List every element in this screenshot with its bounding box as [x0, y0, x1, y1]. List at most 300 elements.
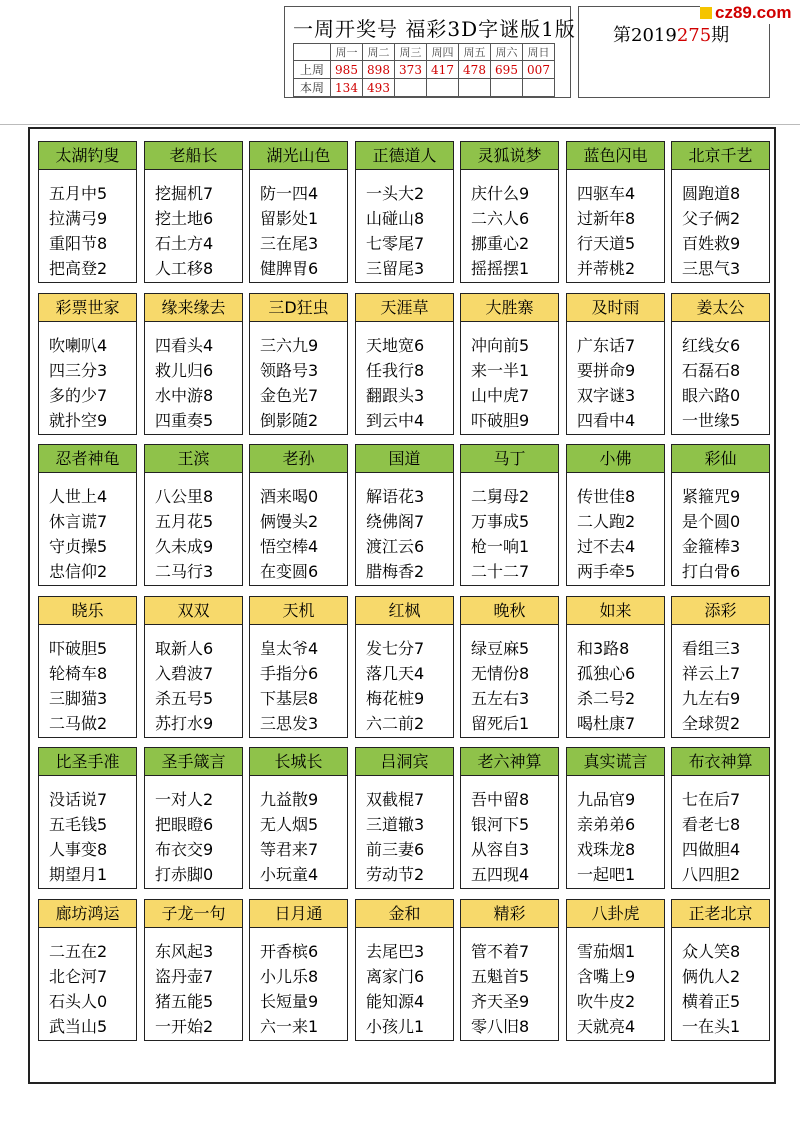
puzzle-line: 父子俩2 — [682, 209, 741, 228]
puzzle-line: 三思气3 — [682, 259, 741, 278]
puzzle-line: 留影处1 — [260, 209, 319, 228]
puzzle-line: 三脚猫3 — [49, 689, 108, 708]
day-header: 周四 — [427, 44, 459, 61]
puzzle-author: 北京千艺 — [672, 142, 769, 170]
puzzle-lines — [461, 473, 558, 584]
puzzle-line: 小孩儿1 — [366, 1017, 425, 1036]
draw-number: 007 — [523, 61, 555, 79]
puzzle-line: 五四现4 — [471, 865, 530, 884]
puzzle-author: 天机 — [250, 597, 347, 625]
puzzle-lines — [356, 625, 453, 736]
puzzle-line: 一世缘5 — [682, 411, 741, 430]
puzzle-line: 下基层8 — [260, 689, 319, 708]
puzzle-line: 防一四4 — [260, 184, 319, 203]
puzzle-line: 倒影随2 — [260, 411, 319, 430]
puzzle-lines — [356, 928, 453, 1039]
site-logo[interactable] — [700, 2, 798, 24]
this-week-row — [294, 79, 555, 97]
puzzle-author: 老船长 — [145, 142, 242, 170]
puzzle-line: 休言谎7 — [49, 512, 108, 531]
puzzle-line: 东风起3 — [155, 942, 214, 961]
puzzle-card — [566, 596, 665, 738]
puzzle-line: 就扑空9 — [49, 411, 108, 430]
puzzle-card — [38, 141, 137, 283]
draw-number: 493 — [363, 79, 395, 97]
puzzle-line: 把眼瞪6 — [155, 815, 214, 834]
puzzle-card — [460, 596, 559, 738]
puzzle-line: 七零尾7 — [366, 234, 425, 253]
puzzle-author: 彩仙 — [672, 445, 769, 473]
puzzle-author: 真实谎言 — [567, 748, 664, 776]
puzzle-lines — [672, 776, 769, 887]
puzzle-author: 姜太公 — [672, 294, 769, 322]
puzzle-line: 管不着7 — [471, 942, 530, 961]
this-week-label: 本周 — [294, 79, 331, 97]
puzzle-line: 打白骨6 — [682, 562, 741, 581]
puzzle-lines — [672, 473, 769, 584]
puzzle-line: 五魁首5 — [471, 967, 530, 986]
day-header: 周一 — [331, 44, 363, 61]
puzzle-card — [460, 444, 559, 586]
puzzle-line: 来一半1 — [471, 361, 530, 380]
puzzle-lines — [567, 776, 664, 887]
puzzle-line: 苏打水9 — [155, 714, 214, 733]
puzzle-line: 梅花桩9 — [366, 689, 425, 708]
puzzle-line: 二十二7 — [471, 562, 530, 581]
puzzle-line: 任我行8 — [366, 361, 425, 380]
puzzle-line: 摇摇摆1 — [471, 259, 530, 278]
puzzle-line: 银河下5 — [471, 815, 530, 834]
puzzle-author: 太湖钓叟 — [39, 142, 136, 170]
puzzle-line: 零八旧8 — [471, 1017, 530, 1036]
puzzle-lines — [567, 928, 664, 1039]
day-header: 周三 — [395, 44, 427, 61]
puzzle-card — [38, 293, 137, 435]
puzzle-author: 王滨 — [145, 445, 242, 473]
puzzle-line: 紧箍咒9 — [682, 487, 741, 506]
puzzle-card — [355, 899, 454, 1041]
draw-number — [459, 79, 491, 97]
puzzle-line: 打赤脚0 — [155, 865, 214, 884]
puzzle-line: 九益散9 — [260, 790, 319, 809]
puzzle-line: 众人笑8 — [682, 942, 741, 961]
draw-number: 417 — [427, 61, 459, 79]
puzzle-line: 没话说7 — [49, 790, 108, 809]
puzzle-line: 久未成9 — [155, 537, 214, 556]
puzzle-card — [38, 747, 137, 889]
puzzle-author: 八卦虎 — [567, 900, 664, 928]
puzzle-author: 圣手箴言 — [145, 748, 242, 776]
puzzle-card — [566, 141, 665, 283]
puzzle-line: 等君来7 — [260, 840, 319, 859]
puzzle-line: 俩仇人2 — [682, 967, 741, 986]
puzzle-line: 忠信仰2 — [49, 562, 108, 581]
puzzle-line: 眼六路0 — [682, 386, 741, 405]
puzzle-line: 领路号3 — [260, 361, 319, 380]
puzzle-card — [144, 293, 243, 435]
puzzle-line: 绿豆麻5 — [471, 639, 530, 658]
puzzle-line: 百姓救9 — [682, 234, 741, 253]
puzzle-lines — [250, 776, 347, 887]
puzzle-line: 广东话7 — [577, 336, 636, 355]
puzzle-line: 吹喇叭4 — [49, 336, 108, 355]
puzzle-line: 是个圆0 — [682, 512, 741, 531]
puzzle-lines — [672, 322, 769, 433]
puzzle-line: 挖掘机7 — [155, 184, 214, 203]
puzzle-line: 取新人6 — [155, 639, 214, 658]
puzzle-author: 三D狂虫 — [250, 294, 347, 322]
puzzle-line: 一对人2 — [155, 790, 214, 809]
puzzle-line: 看组三3 — [682, 639, 741, 658]
puzzle-author: 灵狐说梦 — [461, 142, 558, 170]
puzzle-author: 正老北京 — [672, 900, 769, 928]
puzzle-line: 八四胆2 — [682, 865, 741, 884]
puzzle-line: 横着正5 — [682, 992, 741, 1011]
puzzle-lines — [356, 473, 453, 584]
puzzle-lines — [356, 776, 453, 887]
logo-text: cz89.com — [715, 3, 792, 22]
puzzle-line: 一开始2 — [155, 1017, 214, 1036]
puzzle-line: 红线女6 — [682, 336, 741, 355]
puzzle-author: 彩票世家 — [39, 294, 136, 322]
puzzle-lines — [39, 170, 136, 281]
puzzle-line: 渡江云6 — [366, 537, 425, 556]
puzzle-line: 落几天4 — [366, 664, 425, 683]
puzzle-lines — [39, 625, 136, 736]
puzzle-author: 老六神算 — [461, 748, 558, 776]
puzzle-line: 四看中4 — [577, 411, 636, 430]
draw-number: 134 — [331, 79, 363, 97]
puzzle-line: 手指分6 — [260, 664, 319, 683]
puzzle-line: 悟空棒4 — [260, 537, 319, 556]
puzzle-lines — [461, 776, 558, 887]
weekday-header-row — [294, 44, 555, 61]
issue-prefix: 第2019 — [613, 25, 677, 46]
draw-number: 898 — [363, 61, 395, 79]
puzzle-line: 含嘴上9 — [577, 967, 636, 986]
puzzle-card — [671, 899, 770, 1041]
puzzle-line: 四做胆4 — [682, 840, 741, 859]
puzzle-line: 看老七8 — [682, 815, 741, 834]
puzzle-line: 四重奏5 — [155, 411, 214, 430]
puzzle-lines — [672, 928, 769, 1039]
puzzle-author: 湖光山色 — [250, 142, 347, 170]
draw-number: 985 — [331, 61, 363, 79]
puzzle-line: 二人跑2 — [577, 512, 636, 531]
puzzle-board — [28, 127, 776, 1084]
puzzle-card — [566, 293, 665, 435]
puzzle-lines — [567, 170, 664, 281]
puzzle-line: 双截棍7 — [366, 790, 425, 809]
puzzle-line: 金箍棒3 — [682, 537, 741, 556]
puzzle-line: 吾中留8 — [471, 790, 530, 809]
puzzle-lines — [461, 322, 558, 433]
puzzle-author: 马丁 — [461, 445, 558, 473]
puzzle-line: 守贞操5 — [49, 537, 108, 556]
puzzle-line: 祥云上7 — [682, 664, 741, 683]
puzzle-line: 人世上4 — [49, 487, 108, 506]
puzzle-line: 吓破胆9 — [471, 411, 530, 430]
puzzle-lines — [39, 928, 136, 1039]
puzzle-lines — [356, 170, 453, 281]
puzzle-author: 及时雨 — [567, 294, 664, 322]
draw-number — [395, 79, 427, 97]
puzzle-line: 石头人0 — [49, 992, 108, 1011]
puzzle-line: 皇太爷4 — [260, 639, 319, 658]
puzzle-line: 一起吧1 — [577, 865, 636, 884]
puzzle-author: 吕洞宾 — [356, 748, 453, 776]
puzzle-line: 杀五号5 — [155, 689, 214, 708]
puzzle-card — [249, 747, 348, 889]
puzzle-line: 孤独心6 — [577, 664, 636, 683]
puzzle-lines — [39, 776, 136, 887]
puzzle-line: 雪茄烟1 — [577, 942, 636, 961]
puzzle-line: 离家门6 — [366, 967, 425, 986]
puzzle-author: 子龙一句 — [145, 900, 242, 928]
puzzle-line: 一头大2 — [366, 184, 425, 203]
puzzle-line: 挖土地6 — [155, 209, 214, 228]
puzzle-line: 翻跟头3 — [366, 386, 425, 405]
puzzle-card — [249, 141, 348, 283]
puzzle-line: 二马做2 — [49, 714, 108, 733]
puzzle-author: 布衣神算 — [672, 748, 769, 776]
puzzle-line: 发七分7 — [366, 639, 425, 658]
puzzle-line: 吓破胆5 — [49, 639, 108, 658]
puzzle-line: 和3路8 — [577, 639, 630, 658]
puzzle-line: 俩馒头2 — [260, 512, 319, 531]
puzzle-line: 到云中4 — [366, 411, 425, 430]
puzzle-card — [355, 444, 454, 586]
puzzle-line: 救儿归6 — [155, 361, 214, 380]
puzzle-lines — [356, 322, 453, 433]
puzzle-author: 蓝色闪电 — [567, 142, 664, 170]
puzzle-line: 无人烟5 — [260, 815, 319, 834]
puzzle-line: 去尾巴3 — [366, 942, 425, 961]
yellow-square-icon — [700, 7, 712, 19]
draw-results-panel — [284, 6, 576, 98]
puzzle-line: 留死后1 — [471, 714, 530, 733]
puzzle-author: 红枫 — [356, 597, 453, 625]
puzzle-line: 五月中5 — [49, 184, 108, 203]
puzzle-author: 如来 — [567, 597, 664, 625]
puzzle-line: 并蒂桃2 — [577, 259, 636, 278]
puzzle-line: 传世佳8 — [577, 487, 636, 506]
draw-number: 695 — [491, 61, 523, 79]
puzzle-line: 在变圆6 — [260, 562, 319, 581]
puzzle-line: 天就亮4 — [577, 1017, 636, 1036]
puzzle-line: 七在后7 — [682, 790, 741, 809]
puzzle-line: 健脾胃6 — [260, 259, 319, 278]
puzzle-line: 入碧波7 — [155, 664, 214, 683]
puzzle-author: 比圣手准 — [39, 748, 136, 776]
draw-number — [491, 79, 523, 97]
puzzle-card — [144, 899, 243, 1041]
last-week-row — [294, 61, 555, 79]
puzzle-line: 冲向前5 — [471, 336, 530, 355]
puzzle-lines — [145, 776, 242, 887]
puzzle-lines — [461, 928, 558, 1039]
puzzle-line: 绕佛阁7 — [366, 512, 425, 531]
puzzle-line: 要拼命9 — [577, 361, 636, 380]
puzzle-line: 三思发3 — [260, 714, 319, 733]
puzzle-card — [144, 141, 243, 283]
puzzle-line: 四看头4 — [155, 336, 214, 355]
puzzle-line: 一在头1 — [682, 1017, 741, 1036]
puzzle-card — [38, 899, 137, 1041]
puzzle-author: 缘来缘去 — [145, 294, 242, 322]
puzzle-line: 二马行3 — [155, 562, 214, 581]
puzzle-line: 北仑河7 — [49, 967, 108, 986]
puzzle-lines — [461, 170, 558, 281]
puzzle-card — [566, 444, 665, 586]
puzzle-line: 万事成5 — [471, 512, 530, 531]
puzzle-line: 多的少7 — [49, 386, 108, 405]
puzzle-author: 正德道人 — [356, 142, 453, 170]
day-header: 周日 — [523, 44, 555, 61]
day-header: 周五 — [459, 44, 491, 61]
puzzle-author: 精彩 — [461, 900, 558, 928]
issue-number — [613, 21, 729, 47]
puzzle-card — [355, 141, 454, 283]
puzzle-line: 三道辙3 — [366, 815, 425, 834]
puzzle-line: 四驱车4 — [577, 184, 636, 203]
puzzle-card — [249, 596, 348, 738]
puzzle-line: 八公里8 — [155, 487, 214, 506]
puzzle-author: 廊坊鸿运 — [39, 900, 136, 928]
puzzle-line: 解语花3 — [366, 487, 425, 506]
puzzle-line: 五毛钱5 — [49, 815, 108, 834]
puzzle-card — [671, 596, 770, 738]
puzzle-lines — [567, 473, 664, 584]
puzzle-card — [671, 747, 770, 889]
puzzle-line: 猪五能5 — [155, 992, 214, 1011]
puzzle-card — [460, 141, 559, 283]
puzzle-lines — [145, 928, 242, 1039]
panel-title: 一周开奖号 福彩3D字谜版1版 — [293, 17, 576, 41]
puzzle-line: 三在尾3 — [260, 234, 319, 253]
puzzle-card — [355, 596, 454, 738]
puzzle-line: 六一来1 — [260, 1017, 319, 1036]
puzzle-line: 杀二号2 — [577, 689, 636, 708]
issue-suffix: 期 — [711, 25, 730, 46]
puzzle-card — [355, 293, 454, 435]
puzzle-card — [671, 444, 770, 586]
puzzle-line: 过新年8 — [577, 209, 636, 228]
puzzle-line: 吹牛皮2 — [577, 992, 636, 1011]
draw-number — [427, 79, 459, 97]
puzzle-author: 老孙 — [250, 445, 347, 473]
puzzle-card — [38, 596, 137, 738]
puzzle-line: 从容自3 — [471, 840, 530, 859]
puzzle-line: 三六九9 — [260, 336, 319, 355]
puzzle-line: 圆跑道8 — [682, 184, 741, 203]
puzzle-line: 轮椅车8 — [49, 664, 108, 683]
day-header: 周六 — [491, 44, 523, 61]
puzzle-card — [671, 141, 770, 283]
puzzle-card — [460, 899, 559, 1041]
puzzle-author: 国道 — [356, 445, 453, 473]
puzzle-line: 全球贺2 — [682, 714, 741, 733]
puzzle-line: 四三分3 — [49, 361, 108, 380]
puzzle-card — [249, 444, 348, 586]
puzzle-author: 添彩 — [672, 597, 769, 625]
puzzle-lines — [250, 928, 347, 1039]
puzzle-line: 齐天圣9 — [471, 992, 530, 1011]
puzzle-lines — [39, 473, 136, 584]
puzzle-card — [249, 293, 348, 435]
puzzle-card — [144, 444, 243, 586]
draw-number: 478 — [459, 61, 491, 79]
puzzle-author: 忍者神龟 — [39, 445, 136, 473]
day-header: 周二 — [363, 44, 395, 61]
puzzle-lines — [39, 322, 136, 433]
puzzle-lines — [250, 473, 347, 584]
puzzle-line: 戏珠龙8 — [577, 840, 636, 859]
puzzle-line: 无情份8 — [471, 664, 530, 683]
puzzle-author: 日月通 — [250, 900, 347, 928]
draw-results-table — [293, 43, 555, 97]
puzzle-line: 五月花5 — [155, 512, 214, 531]
puzzle-lines — [145, 473, 242, 584]
puzzle-line: 酒来喝0 — [260, 487, 319, 506]
puzzle-line: 山中虎7 — [471, 386, 530, 405]
puzzle-line: 喝杜康7 — [577, 714, 636, 733]
puzzle-lines — [567, 322, 664, 433]
puzzle-lines — [145, 322, 242, 433]
puzzle-line: 六二前2 — [366, 714, 425, 733]
puzzle-author: 晚秋 — [461, 597, 558, 625]
puzzle-line: 二舅母2 — [471, 487, 530, 506]
puzzle-line: 亲弟弟6 — [577, 815, 636, 834]
puzzle-line: 行天道5 — [577, 234, 636, 253]
puzzle-line: 天地宽6 — [366, 336, 425, 355]
issue-number-value: 275 — [676, 25, 712, 46]
puzzle-author: 金和 — [356, 900, 453, 928]
puzzle-line: 拉满弓9 — [49, 209, 108, 228]
puzzle-line: 开香槟6 — [260, 942, 319, 961]
puzzle-line: 枪一响1 — [471, 537, 530, 556]
draw-number: 373 — [395, 61, 427, 79]
puzzle-lines — [145, 625, 242, 736]
puzzle-line: 石磊石8 — [682, 361, 741, 380]
puzzle-line: 能知源4 — [366, 992, 425, 1011]
puzzle-author: 长城长 — [250, 748, 347, 776]
puzzle-lines — [250, 322, 347, 433]
puzzle-line: 人事变8 — [49, 840, 108, 859]
puzzle-card — [566, 747, 665, 889]
puzzle-author: 双双 — [145, 597, 242, 625]
puzzle-card — [38, 444, 137, 586]
puzzle-line: 把高登2 — [49, 259, 108, 278]
puzzle-line: 石土方4 — [155, 234, 214, 253]
puzzle-line: 长短量9 — [260, 992, 319, 1011]
puzzle-author: 天涯草 — [356, 294, 453, 322]
puzzle-line: 两手牵5 — [577, 562, 636, 581]
puzzle-line: 挪重心2 — [471, 234, 530, 253]
divider — [0, 124, 800, 125]
puzzle-card — [144, 747, 243, 889]
puzzle-author: 大胜寨 — [461, 294, 558, 322]
draw-number — [523, 79, 555, 97]
puzzle-line: 小玩童4 — [260, 865, 319, 884]
puzzle-line: 期望月1 — [49, 865, 108, 884]
puzzle-line: 过不去4 — [577, 537, 636, 556]
puzzle-card — [144, 596, 243, 738]
puzzle-line: 九品官9 — [577, 790, 636, 809]
puzzle-author: 小佛 — [567, 445, 664, 473]
puzzle-lines — [145, 170, 242, 281]
puzzle-card — [671, 293, 770, 435]
